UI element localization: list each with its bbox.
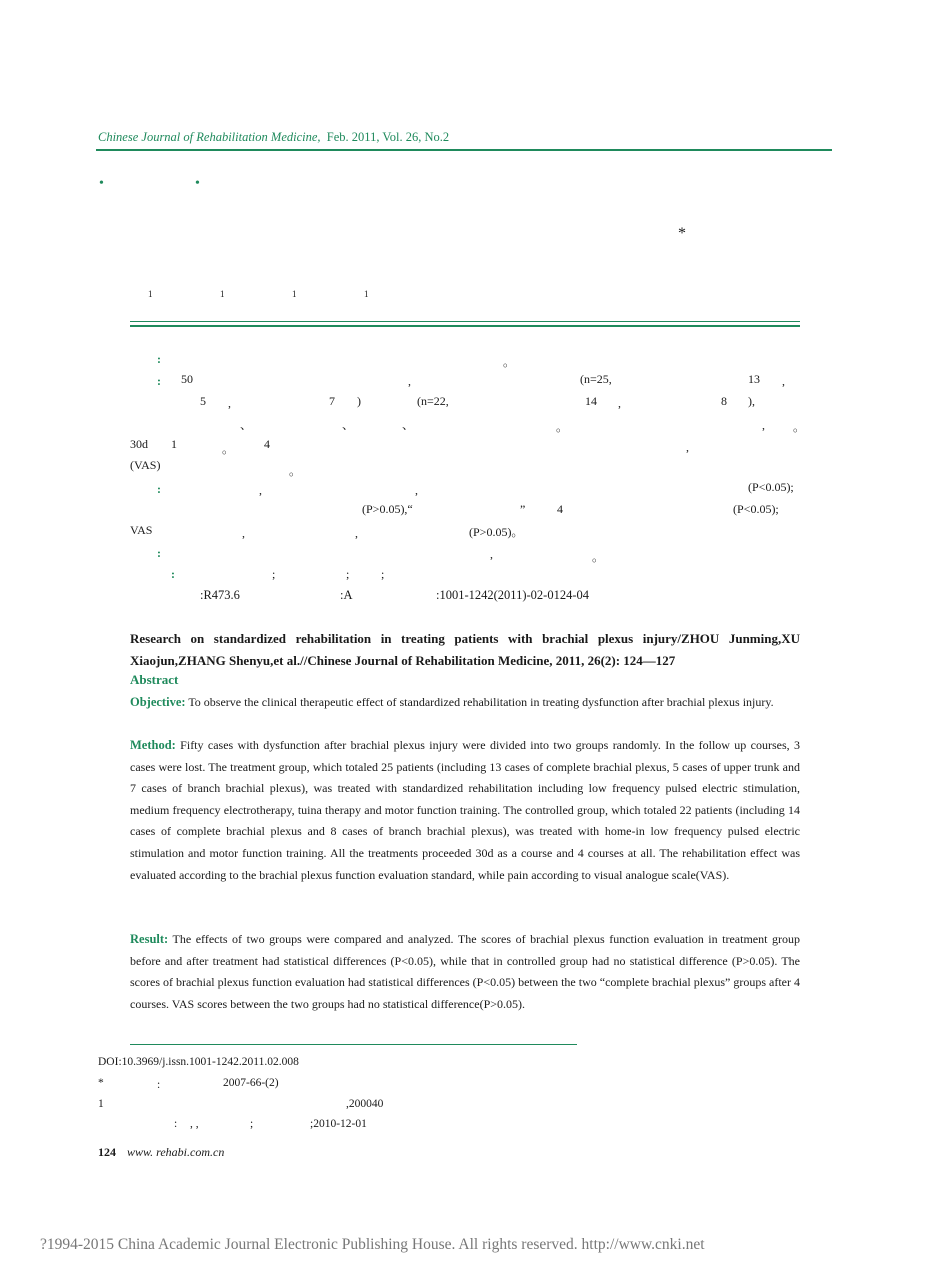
method-paragraph bbox=[130, 735, 800, 886]
title-fund-mark: * bbox=[678, 225, 686, 242]
cn-text: 7 bbox=[329, 394, 335, 408]
cn-text: , bbox=[259, 483, 262, 497]
cn-text: 。 bbox=[793, 420, 806, 434]
cn-text: 4 bbox=[557, 502, 563, 516]
header-rule bbox=[96, 149, 832, 151]
author-affiliation-sup: 1 bbox=[292, 289, 297, 299]
cn-text: , bbox=[782, 374, 785, 388]
cn-text: (P>0.05),“ bbox=[362, 502, 413, 516]
author-affiliation-sup: 1 bbox=[148, 289, 153, 299]
cn-text: (P<0.05); bbox=[733, 502, 779, 516]
cn-text: ; bbox=[272, 567, 276, 581]
cn-text: ; bbox=[346, 567, 350, 581]
objective-text: To observe the clinical therapeutic effect of standardized rehabilitation in treating dysfunction after brachial plexus injury. bbox=[185, 695, 774, 709]
cn-text: , bbox=[242, 526, 245, 540]
objective-label: Objective: bbox=[130, 695, 186, 709]
footnote-rule bbox=[130, 1044, 577, 1045]
fund-mark: * bbox=[98, 1077, 104, 1089]
cn-text: 、 bbox=[240, 418, 253, 432]
method-text: Fifty cases with dysfunction after brachial plexus injury were divided into two groups randomly. In the follow up courses, 3 cases were lost. The treatment group, which totaled 25 patients (including 13 cases of complete brachial plexus, 5 cases of upper trunk and 7 cases of branch brachial plexus), was treated with standardized rehabilitation including low frequency pulsed electric stimulation, medium frequency electrotherapy, tuina therapy and motor function training. The controlled group, which totaled 22 patients (including 14 cases of complete brachial plexus and 8 cases of branch brachial plexus), was treated with home-in low frequency pulsed electric stimulation and motor function training. All the treatments proceeded 30d as a course and 4 courses at all. The rehabilitation effect was evaluated according to the brachial plexus function evaluation standard, while pain according to visual analogue scale(VAS). bbox=[130, 738, 800, 882]
journal-issue: Feb. 2011, Vol. 26, No.2 bbox=[326, 130, 450, 144]
cn-text: 。 bbox=[592, 550, 605, 564]
method-label: Method: bbox=[130, 738, 176, 752]
page-number: 124 bbox=[98, 1145, 116, 1159]
cn-text: (n=25, bbox=[580, 372, 612, 386]
cn-text: , bbox=[762, 418, 765, 432]
cn-text: , bbox=[490, 547, 493, 561]
document-code: :A bbox=[340, 588, 353, 602]
cn-text: 。 bbox=[222, 442, 235, 456]
cn-text: 50 bbox=[181, 372, 193, 386]
cn-text: 4 bbox=[264, 437, 270, 451]
doi: DOI:10.3969/j.issn.1001-1242.2011.02.008 bbox=[98, 1056, 299, 1068]
cn-objective-colon: : bbox=[157, 352, 161, 366]
cnki-copyright: ?1994-2015 China Academic Journal Electronic Publishing House. All rights reserved. http://www.cnki.net bbox=[40, 1236, 705, 1253]
author-affiliation-sup: 1 bbox=[364, 289, 369, 299]
cn-text: 、 bbox=[402, 418, 415, 432]
fund-colon: : bbox=[157, 1079, 161, 1091]
cn-text: , bbox=[355, 526, 358, 540]
abstract-rule-thin bbox=[130, 321, 800, 322]
cn-text: (P<0.05); bbox=[748, 480, 794, 494]
result-paragraph bbox=[130, 929, 800, 1015]
cn-text: , bbox=[415, 483, 418, 497]
journal-name: Chinese Journal of Rehabilitation Medicine, bbox=[98, 130, 321, 144]
cn-result-colon: : bbox=[157, 482, 161, 496]
cn-text: 、 bbox=[342, 418, 355, 432]
cn-text: 1 bbox=[171, 437, 177, 451]
cn-text: , bbox=[228, 396, 231, 410]
cn-text: ; bbox=[381, 567, 385, 581]
clc-number: :R473.6 bbox=[200, 588, 240, 602]
column-mark-left: • bbox=[99, 176, 104, 191]
fund-number: 2007-66-(2) bbox=[223, 1077, 279, 1089]
author-semicolon: ; bbox=[250, 1118, 254, 1130]
abstract-rule-thick bbox=[130, 325, 800, 327]
cn-text: , bbox=[686, 440, 689, 454]
cn-text: 30d bbox=[130, 437, 148, 451]
received-date: ;2010-12-01 bbox=[310, 1118, 367, 1130]
result-label: Result: bbox=[130, 932, 169, 946]
cn-text: ) bbox=[357, 394, 361, 408]
column-mark-right: • bbox=[195, 176, 200, 191]
cn-conclusion-colon: : bbox=[157, 546, 161, 560]
cn-keywords-colon: : bbox=[171, 567, 175, 581]
affiliation-number: 1 bbox=[98, 1098, 104, 1110]
cn-text: 。 bbox=[556, 420, 569, 434]
article-id: :1001-1242(2011)-02-0124-04 bbox=[436, 588, 589, 602]
cn-text: ” bbox=[520, 502, 526, 516]
affiliation-zip: ,200040 bbox=[346, 1098, 384, 1110]
cn-text: VAS bbox=[130, 523, 153, 537]
cn-text: ), bbox=[748, 394, 755, 408]
cn-text: 14 bbox=[585, 394, 597, 408]
cn-text: , bbox=[618, 396, 621, 410]
cn-text: (n=22, bbox=[417, 394, 449, 408]
author-commas: , , bbox=[190, 1118, 199, 1130]
author-affiliation-sup: 1 bbox=[220, 289, 225, 299]
cn-text: (P>0.05)。 bbox=[469, 525, 524, 539]
abstract-heading: Abstract bbox=[130, 672, 179, 687]
cn-text: 5 bbox=[200, 394, 206, 408]
english-title: Research on standardized rehabilitation in treating patients with brachial plexus injury/ZHOU Junming,XU Xiaojun,ZHANG Shenyu,et al.//Chinese Journal of Rehabilitation Medicine, 2011, 26(2): 124—127 bbox=[130, 631, 800, 668]
cn-text: 。 bbox=[289, 464, 302, 478]
cn-text: 8 bbox=[721, 394, 727, 408]
result-text: The effects of two groups were compared and analyzed. The scores of brachial plexus function evaluation in treatment group before and after treatment had statistical differences (P<0.05), while that in controlled group had no statistical difference (P>0.05). The scores of brachial plexus function evaluation had statistical differences (P<0.05) between the two “complete brachial plexus” groups after 4 courses. VAS scores between the two groups had no statistical difference(P>0.05). bbox=[130, 932, 800, 1011]
objective-paragraph bbox=[130, 692, 800, 714]
cn-text: , bbox=[408, 374, 411, 388]
cn-method-colon: : bbox=[157, 374, 161, 388]
running-head bbox=[98, 130, 449, 145]
cn-text: 13 bbox=[748, 372, 760, 386]
cn-text: 。 bbox=[503, 355, 516, 369]
author-colon: : bbox=[174, 1118, 178, 1130]
cn-text: (VAS) bbox=[130, 458, 161, 472]
journal-website: www. rehabi.com.cn bbox=[127, 1145, 225, 1159]
